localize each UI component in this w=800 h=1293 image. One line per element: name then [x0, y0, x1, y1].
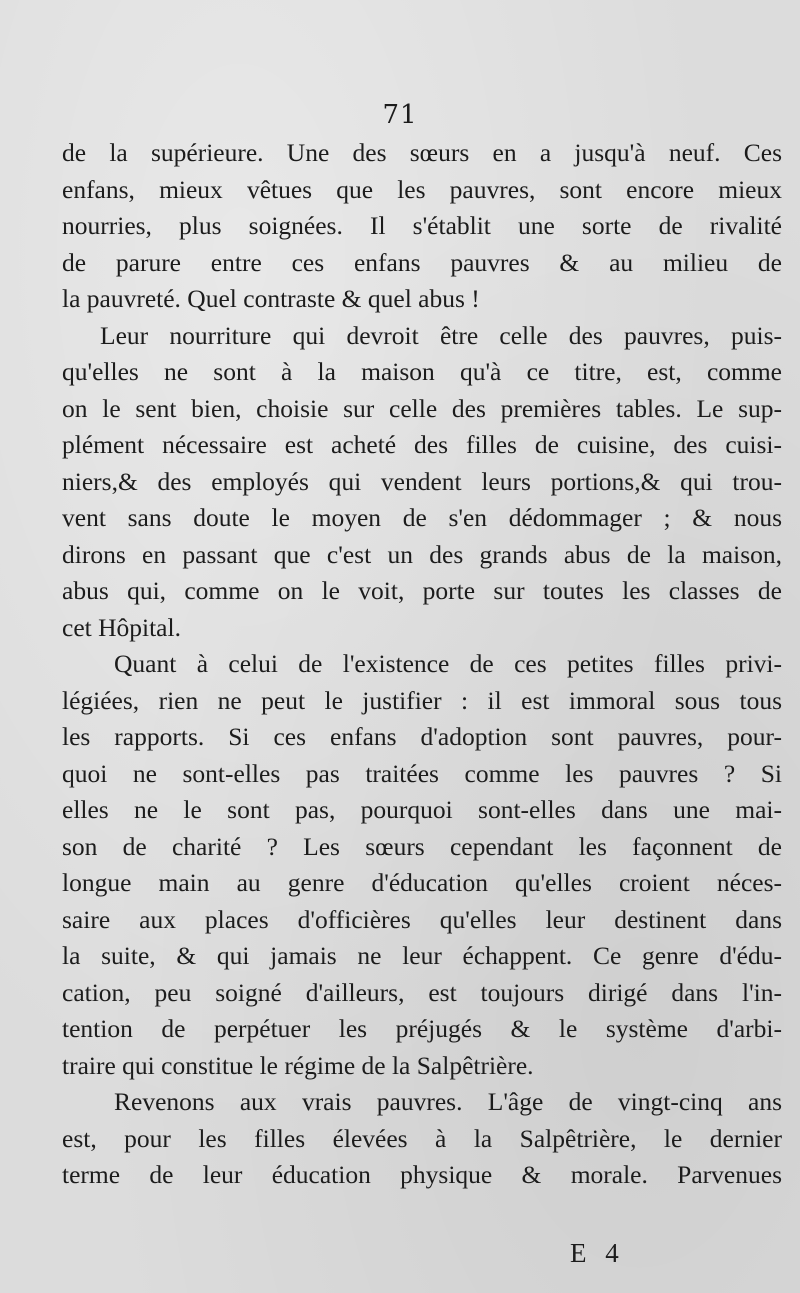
text-line: elles ne le sont pas, pourquoi sont-elles dans une mai-: [62, 795, 782, 824]
signature-mark: E 4: [570, 1238, 625, 1268]
text-line: de la supérieure. Une des sœurs en a jusqu'à neuf. Ces: [62, 138, 782, 167]
text-line: cation, peu soigné d'ailleurs, est toujours dirigé dans l'in-: [62, 977, 782, 1007]
text-line: son de charité ? Les sœurs cependant les façonnent de: [62, 831, 782, 861]
text-line: vent sans doute le moyen de s'en dédommager ; & nous: [62, 503, 782, 532]
text-line: est, pour les filles élevées à la Salpêtrière, le dernier: [62, 1123, 782, 1153]
text-line: enfans, mieux vêtues que les pauvres, sont encore mieux: [62, 174, 782, 204]
page-number: 71: [382, 100, 418, 130]
text-line: de parure entre ces enfans pauvres & au milieu de: [62, 247, 782, 277]
text-line: on le sent bien, choisie sur celle des premières tables. Le sup-: [62, 393, 782, 423]
text-line: Quant à celui de l'existence de ces petites filles privi-: [114, 649, 782, 678]
text-line: qu'elles ne sont à la maison qu'à ce titre, est, comme: [62, 357, 782, 386]
text-line: longue main au genre d'éducation qu'elles croient néces-: [62, 868, 782, 897]
text-line: la pauvreté. Quel contraste & quel abus !: [62, 284, 480, 313]
text-line: nourries, plus soignées. Il s'établit une sorte de rivalité: [62, 211, 782, 240]
text-line: tention de perpétuer les préjugés & le système d'arbi-: [62, 1014, 782, 1043]
text-line: dirons en passant que c'est un des grands abus de la maison,: [62, 539, 782, 569]
text-line: traire qui constitue le régime de la Salpêtrière.: [62, 1050, 534, 1080]
text-line: la suite, & qui jamais ne leur échappent. Ce genre d'édu-: [62, 941, 782, 970]
text-line: quoi ne sont-elles pas traitées comme les pauvres ? Si: [62, 758, 782, 788]
text-line: saire aux places d'officières qu'elles leur destinent dans: [62, 904, 782, 934]
body-text: [62, 135, 782, 1194]
text-line: plément nécessaire est acheté des filles de cuisine, des cuisi-: [62, 430, 782, 459]
text-line: les rapports. Si ces enfans d'adoption sont pauvres, pour-: [62, 722, 782, 751]
text-line: abus qui, comme on le voit, porte sur toutes les classes de: [62, 576, 782, 605]
text-line: légiées, rien ne peut le justifier : il est immoral sous tous: [62, 685, 782, 715]
text-line: Revenons aux vrais pauvres. L'âge de vingt-cinq ans: [114, 1087, 782, 1116]
text-line: terme de leur éducation physique & morale. Parvenues: [62, 1160, 782, 1189]
text-line: niers,& des employés qui vendent leurs portions,& qui trou-: [62, 466, 782, 496]
text-line: Leur nourriture qui devroit être celle des pauvres, puis-: [100, 320, 782, 350]
text-line: cet Hôpital.: [62, 612, 181, 642]
